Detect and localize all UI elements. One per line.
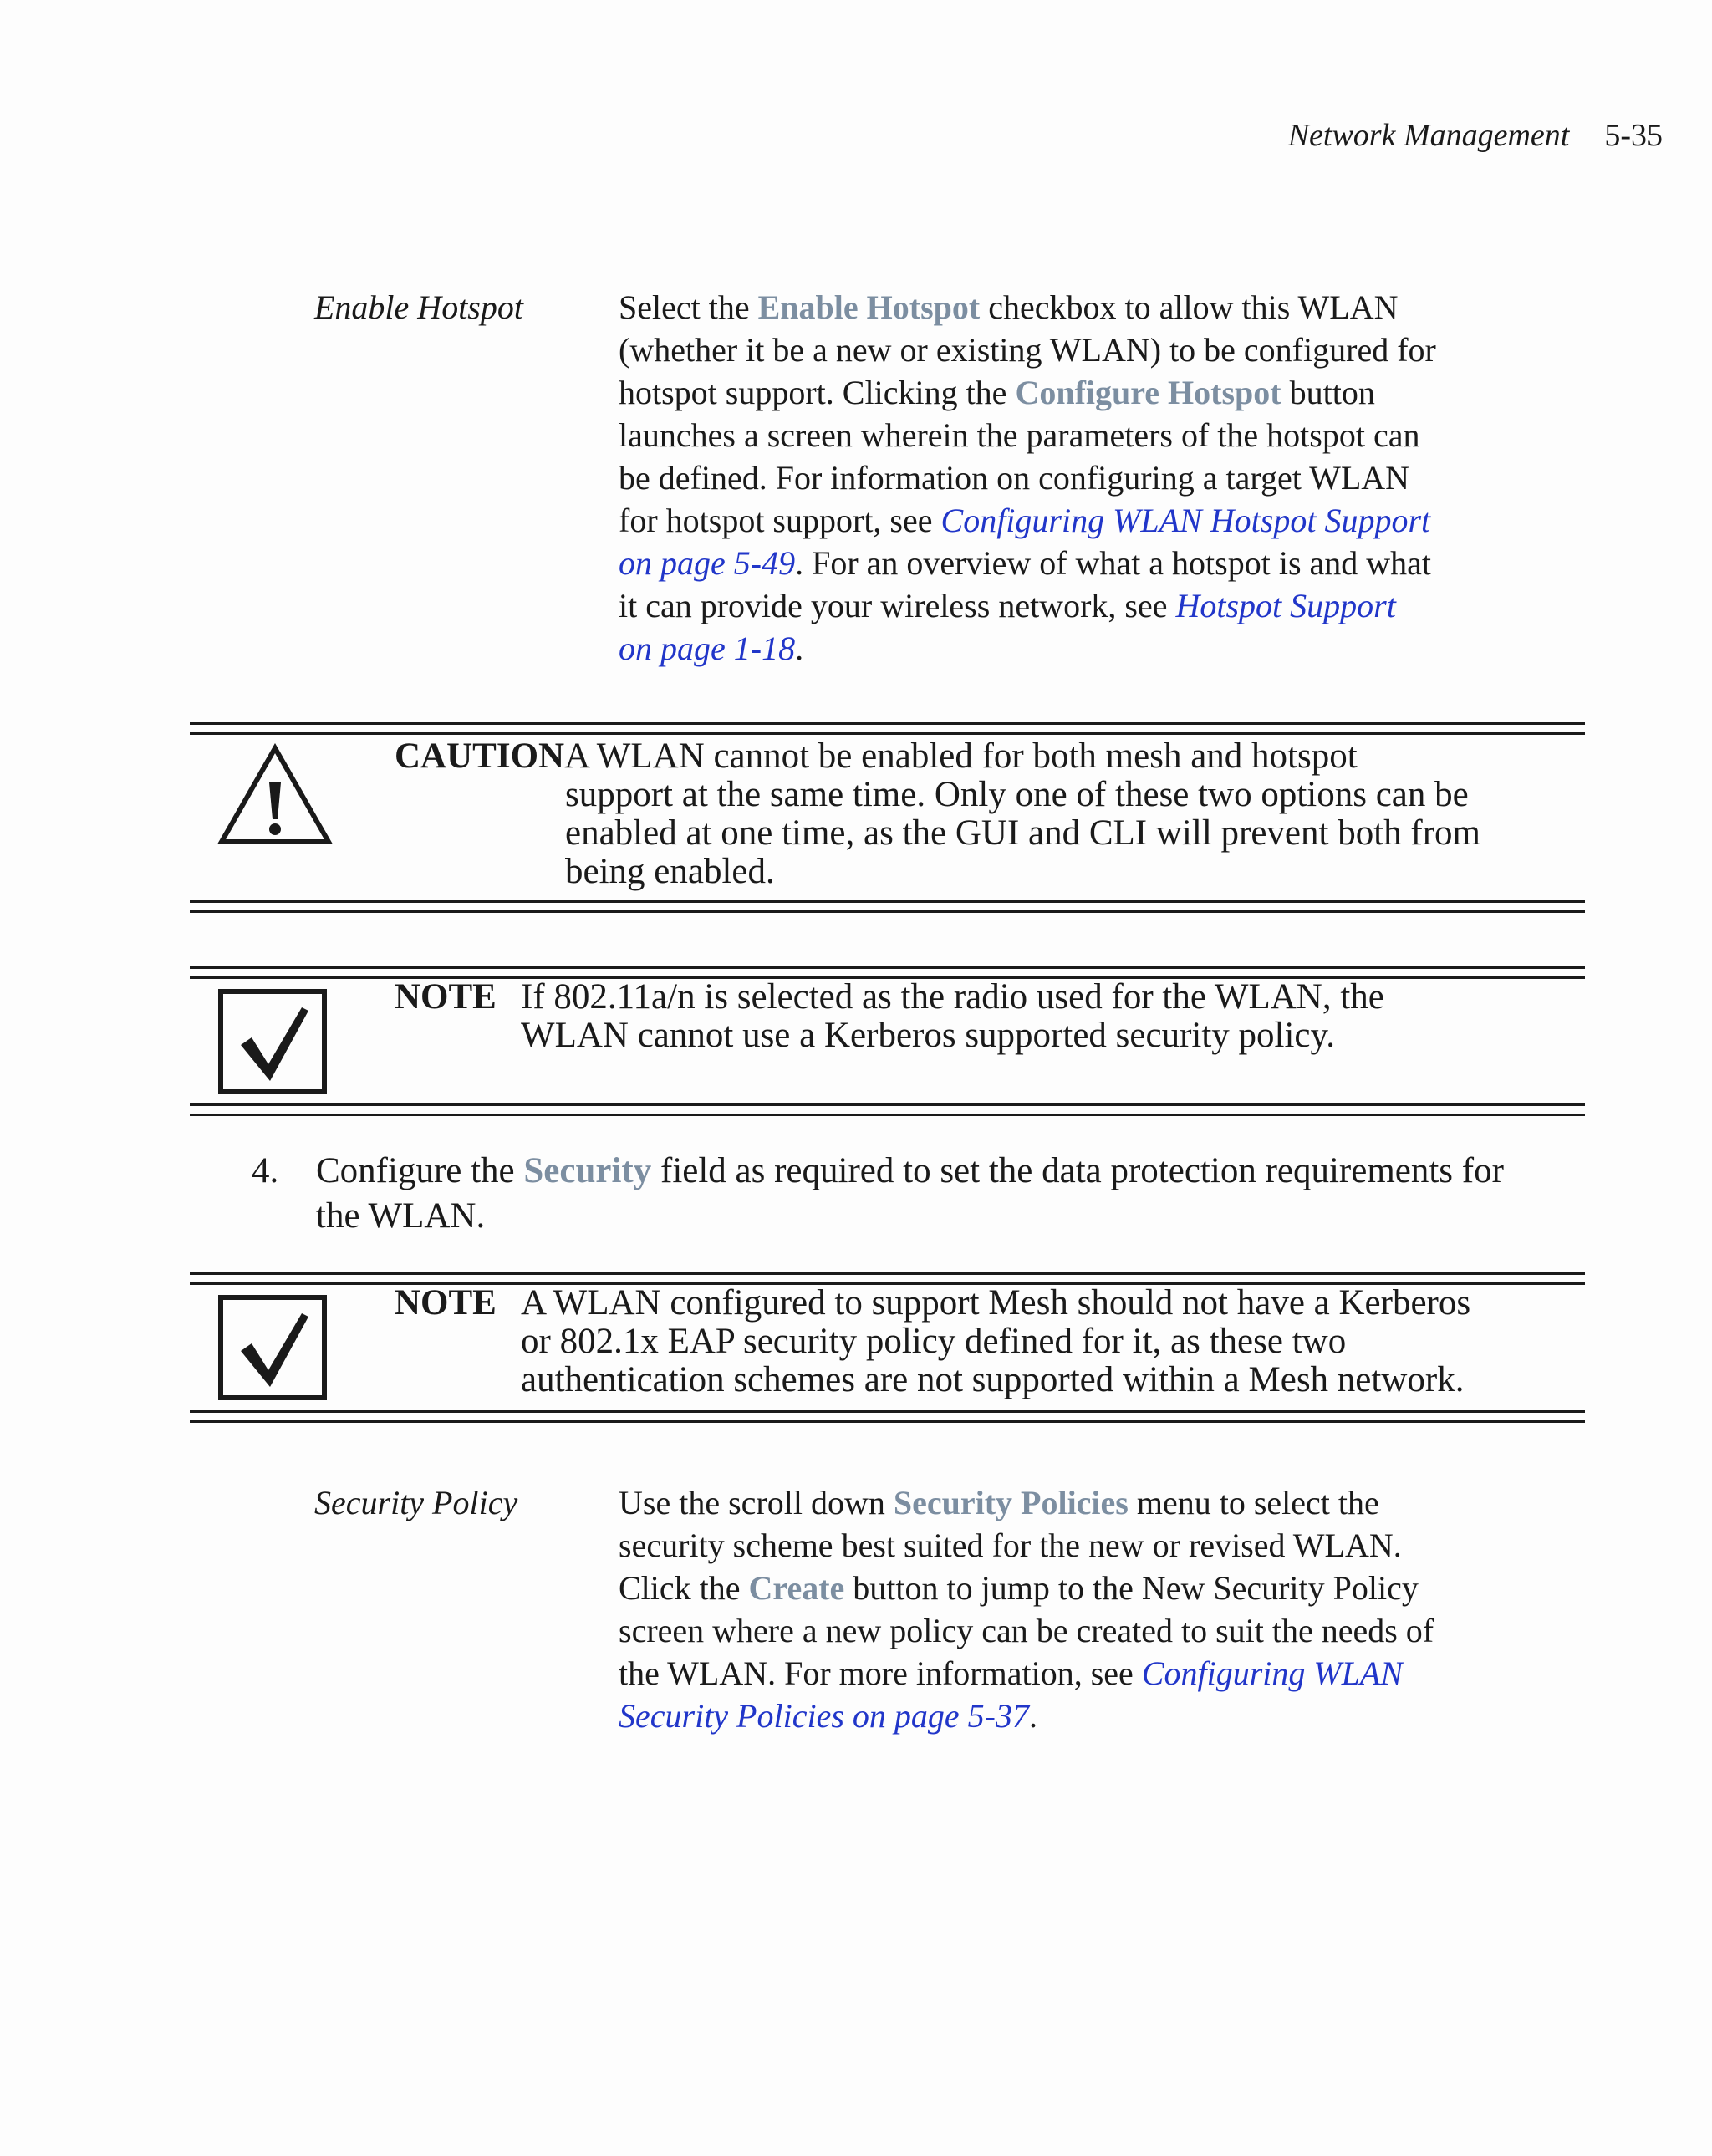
text-line bbox=[316, 1149, 1603, 1194]
step4-text bbox=[316, 1149, 1603, 1239]
text-line bbox=[619, 1609, 1563, 1652]
caution-bottom-rule-inner bbox=[190, 900, 1585, 903]
text-run: the WLAN. For more information, see bbox=[619, 1654, 1142, 1692]
text-line bbox=[316, 1194, 1603, 1239]
text-run: . For an overview of what a hotspot is and what bbox=[795, 544, 1432, 582]
gui-element-name: Security Policies bbox=[893, 1484, 1129, 1521]
text-line bbox=[619, 456, 1563, 499]
text-run: Use the scroll down bbox=[619, 1484, 894, 1521]
text-line: support at the same time. Only one of these two options can be bbox=[565, 775, 1469, 814]
text-line: being enabled. bbox=[565, 852, 775, 891]
text-run: field as required to set the data protection requirements for bbox=[651, 1151, 1504, 1190]
note1-top-rule bbox=[190, 966, 1585, 969]
text-line bbox=[619, 286, 1563, 329]
cross-reference-link[interactable]: Hotspot Support bbox=[1175, 587, 1396, 624]
note1-bottom-rule bbox=[190, 1114, 1585, 1116]
text-line: or 802.1x EAP security policy defined for it, as these two bbox=[521, 1322, 1347, 1361]
text-line bbox=[619, 542, 1563, 584]
text-line: authentication schemes are not supported within a Mesh network. bbox=[521, 1360, 1465, 1399]
text-run: the WLAN. bbox=[316, 1196, 486, 1236]
text-line bbox=[619, 499, 1563, 542]
text-run: checkbox to allow this WLAN bbox=[980, 288, 1399, 326]
step-number: 4. bbox=[252, 1151, 279, 1190]
running-header bbox=[1288, 120, 1663, 151]
checkmark-box-icon bbox=[218, 1295, 327, 1400]
text-line: WLAN cannot use a Kerberos supported security policy. bbox=[521, 1016, 1335, 1055]
term-enable-hotspot: Enable Hotspot bbox=[314, 288, 523, 326]
caution-label: CAUTION bbox=[395, 737, 565, 776]
note2-top-rule bbox=[190, 1272, 1585, 1275]
page-number: 5-35 bbox=[1604, 118, 1663, 153]
checkmark-box-icon bbox=[218, 989, 327, 1094]
caution-text-start: A WLAN cannot be enabled for both mesh and hotspot bbox=[564, 737, 1358, 776]
gui-element-name: Enable Hotspot bbox=[757, 288, 981, 326]
text-line bbox=[619, 371, 1563, 414]
gui-element-name: Configure Hotspot bbox=[1015, 374, 1281, 411]
note1-bottom-rule-inner bbox=[190, 1103, 1585, 1106]
note1-text bbox=[521, 978, 1384, 1055]
cross-reference-link[interactable]: Configuring WLAN Hotspot Support bbox=[940, 502, 1431, 539]
text-line: enabled at one time, as the GUI and CLI will prevent both from bbox=[565, 813, 1480, 853]
cross-reference-link[interactable]: on page 5-49 bbox=[619, 544, 796, 582]
cross-reference-link[interactable]: Security Policies on page 5-37 bbox=[619, 1697, 1029, 1735]
text-run: . bbox=[1028, 1697, 1037, 1735]
warning-triangle-icon bbox=[217, 742, 333, 848]
text-run: Click the bbox=[619, 1569, 749, 1607]
text-run: hotspot support. Clicking the bbox=[619, 374, 1016, 411]
text-line bbox=[619, 329, 1563, 371]
text-run: for hotspot support, see bbox=[619, 502, 941, 539]
header-section-title: Network Management bbox=[1287, 118, 1570, 153]
text-line bbox=[619, 1695, 1563, 1737]
text-line bbox=[619, 1524, 1563, 1567]
gui-element-name: Create bbox=[748, 1569, 845, 1607]
text-run: be defined. For information on configuring a target WLAN bbox=[619, 459, 1410, 497]
text-run: menu to select the bbox=[1128, 1484, 1379, 1521]
text-line bbox=[619, 1567, 1563, 1609]
note2-label: NOTE bbox=[395, 1283, 497, 1323]
note1-label: NOTE bbox=[395, 977, 497, 1017]
text-run: Select the bbox=[619, 288, 758, 326]
caution-bottom-rule bbox=[190, 910, 1585, 913]
text-line: If 802.11a/n is selected as the radio used for the WLAN, the bbox=[521, 977, 1384, 1017]
text-line bbox=[619, 584, 1563, 627]
text-run: Configure the bbox=[316, 1151, 524, 1190]
text-run: security scheme best suited for the new or revised WLAN. bbox=[619, 1527, 1402, 1564]
text-run: button bbox=[1281, 374, 1375, 411]
cross-reference-link[interactable]: on page 1-18 bbox=[619, 629, 796, 667]
text-run: (whether it be a new or existing WLAN) to be configured for bbox=[619, 331, 1436, 369]
caution-top-rule bbox=[190, 722, 1585, 725]
text-line bbox=[619, 414, 1563, 456]
enable-hotspot-description bbox=[619, 286, 1563, 670]
caution-text bbox=[565, 776, 1480, 891]
note2-bottom-rule bbox=[190, 1420, 1585, 1423]
caution-top-rule-inner bbox=[190, 732, 1585, 735]
gui-element-name: Security bbox=[523, 1151, 652, 1190]
note2-text bbox=[521, 1284, 1470, 1399]
text-run: . bbox=[795, 629, 804, 667]
text-run: launches a screen wherein the parameters of the hotspot can bbox=[619, 416, 1420, 454]
text-run: it can provide your wireless network, see bbox=[619, 587, 1176, 624]
text-line bbox=[619, 1481, 1563, 1524]
text-run: screen where a new policy can be created to suit the needs of bbox=[619, 1612, 1434, 1649]
term-security-policy: Security Policy bbox=[314, 1484, 518, 1521]
text-run: button to jump to the New Security Policy bbox=[844, 1569, 1419, 1607]
text-line bbox=[619, 627, 1563, 670]
note2-bottom-rule-inner bbox=[190, 1410, 1585, 1413]
text-line bbox=[619, 1652, 1563, 1695]
text-line: A WLAN configured to support Mesh should not have a Kerberos bbox=[521, 1283, 1471, 1323]
cross-reference-link[interactable]: Configuring WLAN bbox=[1141, 1654, 1404, 1692]
security-policy-description bbox=[619, 1481, 1563, 1737]
caution-first-line bbox=[395, 737, 1358, 776]
